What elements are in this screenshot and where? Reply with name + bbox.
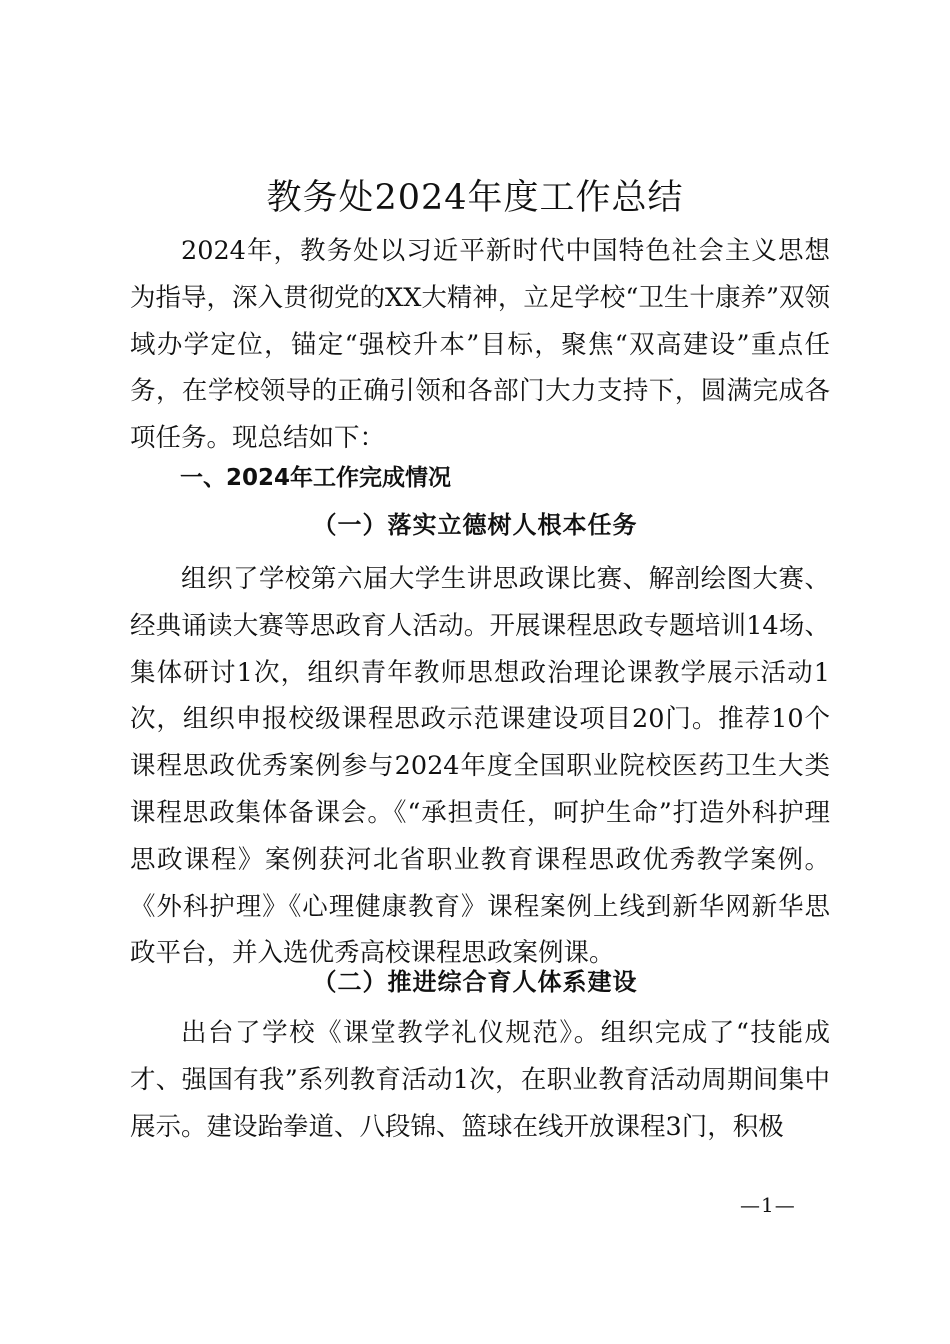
subsection-heading-2: （二）推进综合育人体系建设 — [312, 967, 638, 996]
subsection-heading-1: （一）落实立德树人根本任务 — [312, 510, 638, 539]
document-title: 教务处2024年度工作总结 — [266, 178, 684, 218]
section-heading-1: 一、2024年工作完成情况 — [180, 465, 452, 491]
subsection-2-paragraph: 出台了学校《课堂教学礼仪规范》。组织完成了“技能成才、强国有我”系列教育活动1次，在职业教育活动周期间集中展示。建设跆拳道、八段锦、篮球在线开放课程3门，积极 — [130, 1018, 830, 1142]
intro-paragraph: 2024年，教务处以习近平新时代中国特色社会主义思想为指导，深入贯彻党的XX大精神，立足学校“卫生十康养”双领域办学定位，锚定“强校升本”目标，聚焦“双高建设”重点任务，在学校领导的正确引领和各部门大力支持下，圆满完成各项任务。现总结如下： — [130, 236, 830, 454]
subsection-1-paragraph: 组织了学校第六届大学生讲思政课比赛、解剖绘图大赛、经典诵读大赛等思政育人活动。开展课程思政专题培训14场、集体研讨1次，组织青年教师思想政治理论课教学展示活动1次，组织申报校级课程思政示范课建设项目20门。推荐10个课程思政优秀案例参与2024年度全国职业院校医药卫生大类课程思政集体备课会。《“承担责任，呵护生命”打造外科护理思政课程》案例获河北省职业教育课程思政优秀教学案例。《外科护理》《心理健康教育》课程案例上线到新华网新华思政平台，并入选优秀高校课程思政案例课。 — [130, 564, 830, 969]
page-number: —1— — [740, 1193, 796, 1217]
